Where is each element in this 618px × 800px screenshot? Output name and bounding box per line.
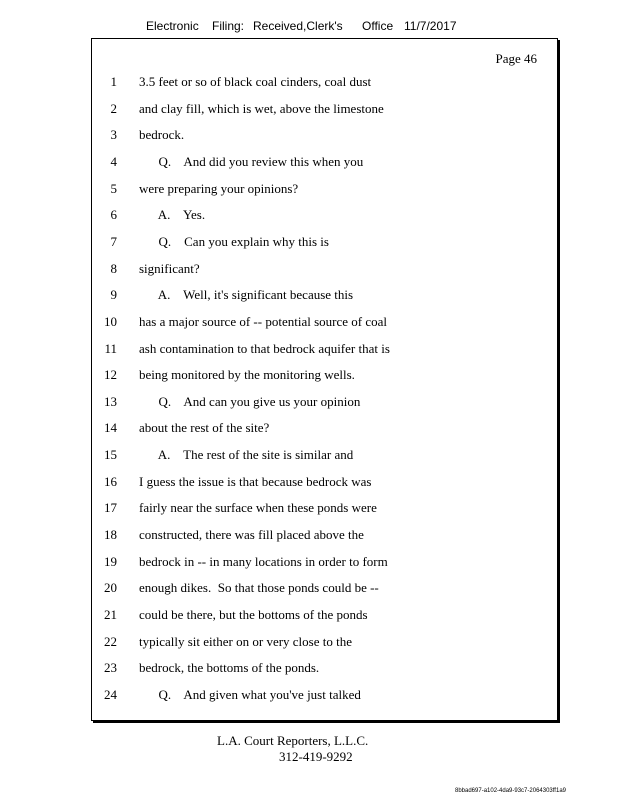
transcript-line: Q. And can you give us your opinion [139,394,361,409]
transcript-line: and clay fill, which is wet, above the limestone [139,101,384,116]
transcript-line: Q. And given what you've just talked [139,687,361,702]
filing-word-electronic: Electronic [146,19,199,33]
line-number: 23 [104,660,117,675]
line-number: 1 [110,74,117,89]
transcript-line: could be there, but the bottoms of the ponds [139,607,368,622]
reporter-company: L.A. Court Reporters, L.L.C. [217,733,369,748]
line-number: 18 [104,527,117,542]
line-number: 16 [104,474,117,489]
line-number: 24 [104,687,117,702]
transcript-line: being monitored by the monitoring wells. [139,367,355,382]
line-number: 17 [104,500,117,515]
transcript-line: A. Yes. [139,207,206,222]
line-number: 12 [104,367,117,382]
page-number: Page 46 [495,51,537,66]
line-number: 7 [110,234,117,249]
line-number: 15 [104,447,117,462]
transcript-line: typically sit either on or very close to the [139,634,352,649]
transcript-line: bedrock in -- in many locations in order to form [139,554,388,569]
transcript-line: A. The rest of the site is similar and [139,447,354,462]
filing-word-received-clerks: Received,Clerk's [253,19,343,33]
e-filing-stamp [0,19,618,35]
filing-date: 11/7/2017 [404,19,457,33]
document-id: 8bbad697-a102-4da9-93c7-2064303ff1a9 [455,788,566,794]
transcript-page [91,38,558,721]
transcript-line: fairly near the surface when these ponds were [139,500,377,515]
line-number: 10 [104,314,117,329]
line-number: 21 [104,607,117,622]
line-number: 6 [110,207,117,222]
line-number: 20 [104,580,117,595]
transcript-line: enough dikes. So that those ponds could be -- [139,580,379,595]
transcript-line: constructed, there was fill placed above the [139,527,364,542]
line-number: 4 [110,154,117,169]
line-number: 5 [110,181,117,196]
line-number: 8 [110,261,117,276]
transcript-line: ash contamination to that bedrock aquifer that is [139,341,390,356]
transcript-line: Q. Can you explain why this is [139,234,329,249]
line-number: 14 [104,420,117,435]
transcript-line: about the rest of the site? [139,420,270,435]
line-number: 13 [104,394,117,409]
transcript-line: Q. And did you review this when you [139,154,364,169]
transcript-line: I guess the issue is that because bedrock was [139,474,372,489]
transcript-line: 3.5 feet or so of black coal cinders, coal dust [139,74,372,89]
transcript-line: A. Well, it's significant because this [139,287,354,302]
reporter-phone: 312-419-9292 [279,749,353,764]
line-number: 3 [110,127,117,142]
filing-word-office: Office [362,19,394,33]
footer [0,733,618,769]
filing-word-filing: Filing: [212,19,245,33]
line-number: 22 [104,634,117,649]
line-number: 11 [104,341,117,356]
transcript-line: has a major source of -- potential source of coal [139,314,387,329]
transcript-line: significant? [139,261,200,276]
line-number: 2 [110,101,117,116]
transcript-line: were preparing your opinions? [139,181,299,196]
transcript-line: bedrock. [139,127,185,142]
transcript-line: bedrock, the bottoms of the ponds. [139,660,320,675]
line-number: 9 [110,287,117,302]
line-number: 19 [104,554,117,569]
